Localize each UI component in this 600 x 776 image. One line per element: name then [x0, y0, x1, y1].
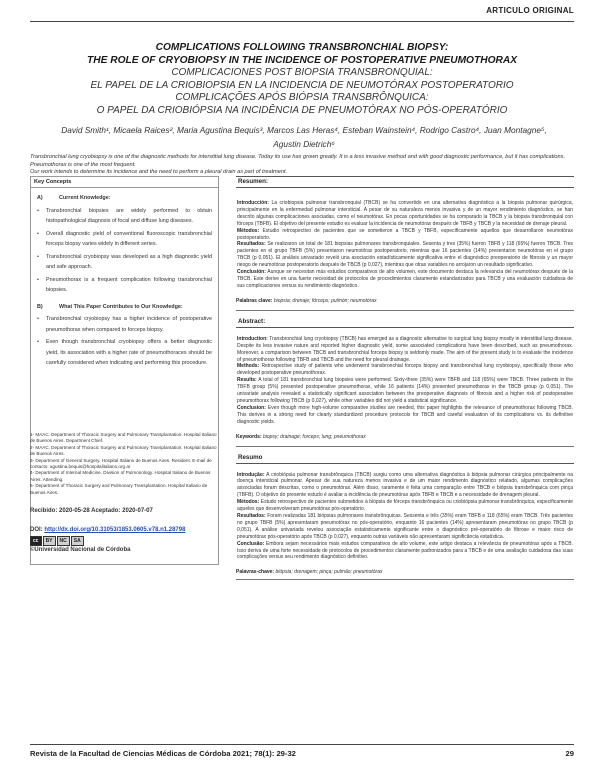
copyright: ©Universidad Nacional de Córdoba — [30, 547, 131, 553]
resumen-header: Resumen: — [236, 176, 574, 188]
affiliation-item: 2- MAAC. Department of Thoracic Surgery and Pulmonary Transplantation. Hospital Italiano de Buenos Aires. — [30, 444, 217, 457]
title-pt-line1: COMPLICAÇÕES APÓS BIÓPSIA TRANSBRÔNQUICA: — [175, 92, 429, 103]
journal-citation: Revista de la Facultad de Ciencias Médicas de Córdoba 2021; 78(1): 29-32 — [30, 749, 296, 758]
cc-nc-icon: NC — [57, 536, 70, 546]
resumo-header: Resumo — [236, 453, 574, 464]
affiliation-item: 3- Department of General Surgery. Hospital Italiano de Buenos Aires. Resident. E-mail de contacto: agustina.bequis@hospitalitaliano.org.ar — [30, 457, 212, 470]
divider — [236, 579, 574, 580]
abstract-header: Abstract: — [236, 317, 574, 328]
title-en-line2: THE ROLE OF CRYOBIOPSY IN THE INCIDENCE OF POSTOPERATIVE PNEUMOTHORAX — [87, 55, 517, 66]
affiliation-item: 5- Department of Thoracic Surgery and Pulmonary Transplantation. Hospital Italiano de Buenos Aires. — [30, 483, 208, 495]
intro-line-1: Transbronchial lung cryobiopsy is one of the diagnostic methods for interstitial lung disease. Today its use has grown greatly. It is a less invasive method and with good diagnostic performance, but it has complications. Pneumothorax is one of the most frequent. — [30, 154, 566, 168]
divider — [236, 310, 574, 311]
section-b-title — [37, 302, 212, 313]
doi-label: DOI: — [30, 527, 43, 533]
list-item: • Overall diagnostic yield of conventional fluoroscopic transbronchial forceps biopsy varies widely in different series. — [37, 229, 212, 250]
cc-license-badge[interactable] — [30, 536, 84, 546]
page-footer — [30, 749, 574, 758]
title-es-line2: EL PAPEL DE LA CRIOBIOPSIA EN LA INCIDENCIA DE NEUMOTÓRAX POSTOPERATORIO — [90, 79, 514, 91]
footer-rule — [30, 744, 574, 745]
section-a-heading: Current Knowledge: — [59, 195, 111, 201]
header-rule — [30, 21, 574, 22]
key-concepts-box — [30, 176, 219, 565]
abstract-keywords: Keywords: biopsy; drainage; forceps; lung; pneumothorax — [236, 433, 366, 440]
bullet-icon: • — [37, 276, 39, 283]
affiliations — [30, 432, 219, 496]
affiliation-item: 1- MAAC. Department of Thoracic Surgery and Pulmonary Transplantation. Hospital Italiano de Buenos Aires. Department Chief. — [30, 432, 217, 444]
intro-summary — [30, 154, 574, 177]
bullet-icon: • — [37, 207, 39, 214]
doi-line — [30, 527, 219, 533]
author-list: David Smith¹, Micaela Raices², Maria Agustina Bequis³, Marcos Las Heras⁴, Esteban Wainstein⁴, Rodrigo Castro⁴, Juan Montagne⁵, Agustin Dietrich⁶ — [61, 125, 547, 149]
intro-line-2: Our work intends to determine its incidence and the need to perform a pleural drain as part of treatment. — [30, 169, 288, 175]
list-item: • Transbronchial biopsies are widely performed to obtain histopathological diagnosis of focal and diffuse lung diseases. — [37, 206, 212, 227]
resumen-keywords: Palabras clave: biopsia; drenaje; fórceps; pulmón; neumotórax — [236, 297, 377, 304]
list-item: • Transbronchial cryobiopsy has a higher incidence of postoperative pneumothorax when compared to forceps biopsy. — [37, 314, 212, 335]
bullet-icon: • — [37, 253, 39, 260]
title-es-line1: COMPLICACIONES POST BIOPSIA TRANSBRONQUIAL: — [171, 67, 433, 78]
divider — [236, 446, 574, 447]
resumo-keywords: Palavras-chave: biópsia; drenagem; pinça; pulmão; pneumotórax — [236, 569, 383, 576]
list-item: • Transbronchial cryobiopsy was developed as a high diagnostic yield and safe approach. — [37, 252, 212, 273]
key-concepts-header: Key Concepts — [31, 177, 218, 188]
bullet-icon: • — [37, 339, 39, 345]
title-en-line1: COMPLICATIONS FOLLOWING TRANSBRONCHIAL BIOPSY: — [155, 42, 449, 53]
received-accepted-dates: Recibido: 2020-05-28 Aceptado: 2020-07-07 — [30, 508, 153, 514]
abstracts-column — [236, 176, 574, 580]
key-concepts-body — [31, 188, 218, 369]
resumen-body: Introducción: La criobiopsia pulmonar transbronquial (TBCB) se ha convertido en una alternativa diagnóstica a la biopsia pulmonar quirúrgica, principalmente en la enfermedad pulmonar intersticial. A pesar de su naturaleza menos invasiva y de un mayor rendimiento diagnóstico, se han descrito algunas complicaciones asociadas, como el neumotórax. En pocas oportunidades se ha comparado la TBCB y la biopsia transbronquial con fórceps (TBFB). El objetivo del presente estudio es evaluar la incidencia de neumotórax después de TBFB y TBCB y la necesidad de drenaje pleural. Métodos: Estudio retrospectivo de pacientes que se sometieron a TBCB y TBFB, específicamente aquellos que desarrollaron neumotórax postoperatorio. Resultados: Se realizaron un total de 181 biopsias pulmonares transbronquiales. Sesenta y tres (35%) fueron TBFB y 118 (65%) fueron TBCB. Tres pacientes en el grupo TBFB (5%) presentaron neumotórax postoperatorio, mientras que 16 pacientes (14%) presentaron neumotórax en el grupo TBCB (p 0,051). El análisis univariado reveló una asociación estadísticamente significativa entre el diagnóstico preoperatorio de fibrosis y un mayor riesgo de neumotórax postoperatorio después de TBCB (p 0,027), mientras que otras variables no arrojaron un resultado significativo. Conclusión: Aunque se necesitan más estudios comparativos de alto volumen, este documento destaca la relevancia del neumotórax después de la TBCB. Este derive en una fuerte necesidad de protocolos de procedimientos claramente estandarizados para TBCB y una evaluación cuidadosa de sus complicaciones versus su rendimiento diagnóstico. — [237, 200, 574, 289]
bullet-icon: • — [37, 316, 39, 322]
cc-by-icon: BY — [43, 536, 56, 546]
section-a-title — [37, 193, 212, 204]
cc-icon: cc — [30, 536, 42, 546]
list-item: • Even though transbronchial cryobiopsy offers a better diagnostic yield, its association with a higher rate of pneumothoraces should be carefully considered when indicating and performing this procedure. — [37, 337, 212, 369]
section-b-heading: What This Paper Contributes to Our Knowledge: — [59, 303, 183, 310]
list-item: • Pneumothorax is a frequent complication following transbronchial biopsies. — [37, 275, 212, 296]
resumo-body: Introdução: A criobiópsia pulmonar transbrônquica (TBCB) surgiu como uma alternativa diagnóstica à biópsia pulmonar cirúrgica principalmente na doença intersticial pulmonar. Apesar de sua natureza menos invasiva e de um maior rendimento diagnóstico relatado, algumas complicações associadas foram descritas, como o pneumotórax. Além disso, raramente é feita uma comparação entre TBCB e biópsia transbrônquica com pinça (TBFB). O objetivo do presente estudo é avaliar a incidência de pneumotórax após TBFB e TBCB e a necessidade de drenagem pleural. Métodos: Estudo retrospectivo de pacientes submetidos à biópsia de fórceps transbrônquica ou criobiópsia pulmonar transbrônquica, especificamente aqueles que desenvolveram pneumotórax pós-operatório. Resultados: Foram realizadas 181 biópsias pulmonares transbrônquicas. Sessenta e três (35%) eram TBFB e 118 (65%) eram TBCB. Três pacientes no grupo TBFB (5%) apresentaram pneumotórax no pós-operatório, enquanto 16 pacientes (14%) apresentaram pneumotórax no grupo TBCB (p 0,051). A análise univariada revelou associação estatisticamente significante entre o diagnóstico pré-operatório de fibrose e maior risco de pneumotórax pós-operatório após TBCB (p 0,027), enquanto outras variáveis não apresentaram significância estatística. Conclusão: Embora sejam necessários mais estudos comparativos de alto volume, este artigo destaca a relevância de pneumotórax após a TBCB. Isso deriva de uma forte necessidade de protocolos de procedimentos claramente padronizados para a TBCB e de uma avaliação cuidadosa das suas complicações versus seu rendimento diagnóstico definitivo. — [237, 471, 573, 561]
affiliation-item: 4- Department of Internal Medicine. Division of Pulmonology. Hospital Italiano de Buenos Aires. Attending. — [30, 470, 211, 482]
section-b-letter: B) — [37, 303, 43, 310]
cc-sa-icon: SA — [71, 536, 84, 546]
page-number: 29 — [565, 749, 574, 758]
bullet-icon: • — [37, 230, 39, 237]
article-type-label: ARTICULO ORIGINAL — [486, 6, 574, 15]
title-pt-line2: O PAPEL DA CRIOBIÓPSIA NA INCIDÊNCIA DE PNEUMOTÓRAX NO PÓS-OPERATÓRIO — [96, 104, 508, 116]
title-block — [30, 41, 574, 117]
abstract-body: Introduction: Transbronchial lung cryobiopsy (TBCB) has emerged as a diagnostic alternative to surgical lung biopsy mostly in interstitial lung disease. Despite its less invasive nature and reported higher diagnostic yield, some associated complications have been described, such as pneumothorax. Moreover, a comparison between TBCB and transbronchial forceps biopsy is seldomly made. The aim of the present study is to evaluate the incidence of pneumothorax following TBFB and TBCB and the need for pleural drainage. Methods: Retrospective study of patients who underwent transbronchial forceps biopsy and transbronchial lung cryobiopsy, specifically those who developed postoperative pneumothorax. Results: A total of 181 transbronchial lung biopsies were performed. Sixty-three (35%) were TBFB and 118 (65%) were TBCB. Three patients in the TBFB group (5%) presented postoperative pneumothorax, while 16 patients (14%) presented pneumothorax in the TBCB group (p 0,051). The univariate analysis revealed a statistically significant association between the preoperative diagnosis of fibrosis and a higher risk of postoperative pneumothorax following TBCB (p 0,027), while other variables did not yield a statistical significance. Conclusion: Even though more high-volume comparative studies are needed, this paper highlights the relevance of pneumothorax following TBCB. This derives in a strong need for clearly standardized procedure protocols for TBCB and careful evaluation of its complications vs. its definitive diagnostic yields. — [237, 335, 574, 425]
section-a-letter: A) — [37, 195, 43, 201]
doi-link[interactable]: http://dx.doi.org/10.31053/1853.0605.v78.n1.28798 — [44, 527, 186, 533]
